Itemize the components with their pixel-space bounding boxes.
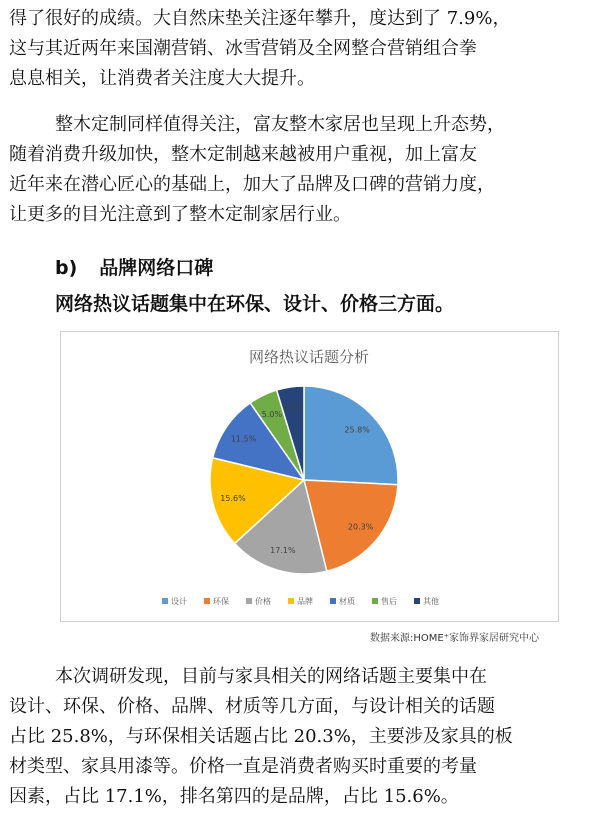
legend-swatch bbox=[162, 598, 168, 604]
paragraph-line: 设计、环保、价格、品牌、材质等几方面，与设计相关的话题 bbox=[9, 696, 495, 717]
paragraph-line: 因素，占比 17.1%，排名第四的是品牌，占比 15.6%。 bbox=[9, 786, 459, 807]
paragraph-3 bbox=[9, 662, 590, 812]
section-heading bbox=[55, 253, 213, 280]
legend-swatch bbox=[288, 598, 294, 604]
paragraph-line: 让更多的目光注意到了整木定制家居行业。 bbox=[9, 204, 351, 225]
section-number: b) bbox=[55, 257, 78, 279]
legend-item-其他 bbox=[414, 596, 439, 606]
paragraph-line: 近年来在潜心匠心的基础上，加大了品牌及口碑的营销力度， bbox=[9, 174, 495, 195]
slice-data-label: 15.6% bbox=[220, 494, 246, 504]
paragraph-line: 整木定制同样值得关注，富友整木家居也呈现上升态势， bbox=[55, 114, 505, 135]
legend-swatch bbox=[414, 598, 420, 604]
data-source: 数据来源:HOME⁺家饰界家居研究中心 bbox=[370, 633, 539, 644]
paragraph-line: 本次调研发现，目前与家具相关的网络话题主要集中在 bbox=[55, 666, 487, 687]
legend-label: 设计 bbox=[171, 597, 187, 606]
legend-item-价格 bbox=[246, 596, 271, 606]
legend-item-环保 bbox=[204, 597, 229, 606]
paragraph-line: 息息相关，让消费者关注度大大提升。 bbox=[9, 68, 315, 89]
slice-data-label: 11.5% bbox=[230, 434, 257, 444]
slice-data-label: 20.3% bbox=[347, 522, 374, 532]
slice-data-label: 17.1% bbox=[270, 546, 296, 556]
legend-item-售后 bbox=[372, 596, 397, 606]
section-subtitle: 网络热议话题集中在环保、设计、价格三方面。 bbox=[55, 293, 455, 315]
legend-label: 价格 bbox=[255, 597, 271, 606]
legend-swatch bbox=[246, 598, 252, 604]
paragraph-line: 随着消费升级加快，整木定制越来越被用户重视，加上富友 bbox=[9, 144, 477, 165]
legend-item-品牌 bbox=[288, 596, 313, 606]
legend-label: 环保 bbox=[213, 597, 229, 606]
pie-chart bbox=[61, 332, 558, 621]
slice-data-label: 25.8% bbox=[344, 425, 370, 435]
legend-label: 其他 bbox=[423, 597, 439, 606]
legend-swatch bbox=[204, 598, 210, 604]
pie-chart-panel bbox=[60, 331, 559, 622]
legend-label: 材质 bbox=[339, 597, 355, 606]
legend-swatch bbox=[330, 598, 336, 604]
legend-label: 售后 bbox=[381, 597, 397, 606]
section-title: 品牌网络口碑 bbox=[99, 257, 214, 279]
paragraph-line: 得了很好的成绩。大自然床垫关注逐年攀升，度达到了 7.9%， bbox=[9, 8, 511, 29]
legend-swatch bbox=[372, 598, 378, 604]
chart-title: 网络热议话题分析 bbox=[248, 348, 370, 366]
paragraph-2 bbox=[9, 110, 590, 230]
paragraph-line: 占比 25.8%，与环保相关话题占比 20.3%，主要涉及家具的板 bbox=[9, 726, 513, 747]
paragraph-line: 材类型、家具用漆等。价格一直是消费者购买时重要的考量 bbox=[9, 756, 477, 777]
paragraph-line: 这与其近两年来国潮营销、冰雪营销及全网整合营销组合拳 bbox=[9, 38, 477, 59]
slice-data-label: 5.0% bbox=[261, 410, 283, 420]
legend-label: 品牌 bbox=[297, 597, 313, 606]
legend-item-设计 bbox=[162, 596, 187, 606]
pie-slice-设计 bbox=[304, 386, 398, 485]
legend-item-材质 bbox=[330, 596, 355, 606]
slice-data-label: 4.7% bbox=[283, 403, 304, 413]
paragraph-1 bbox=[9, 4, 590, 94]
